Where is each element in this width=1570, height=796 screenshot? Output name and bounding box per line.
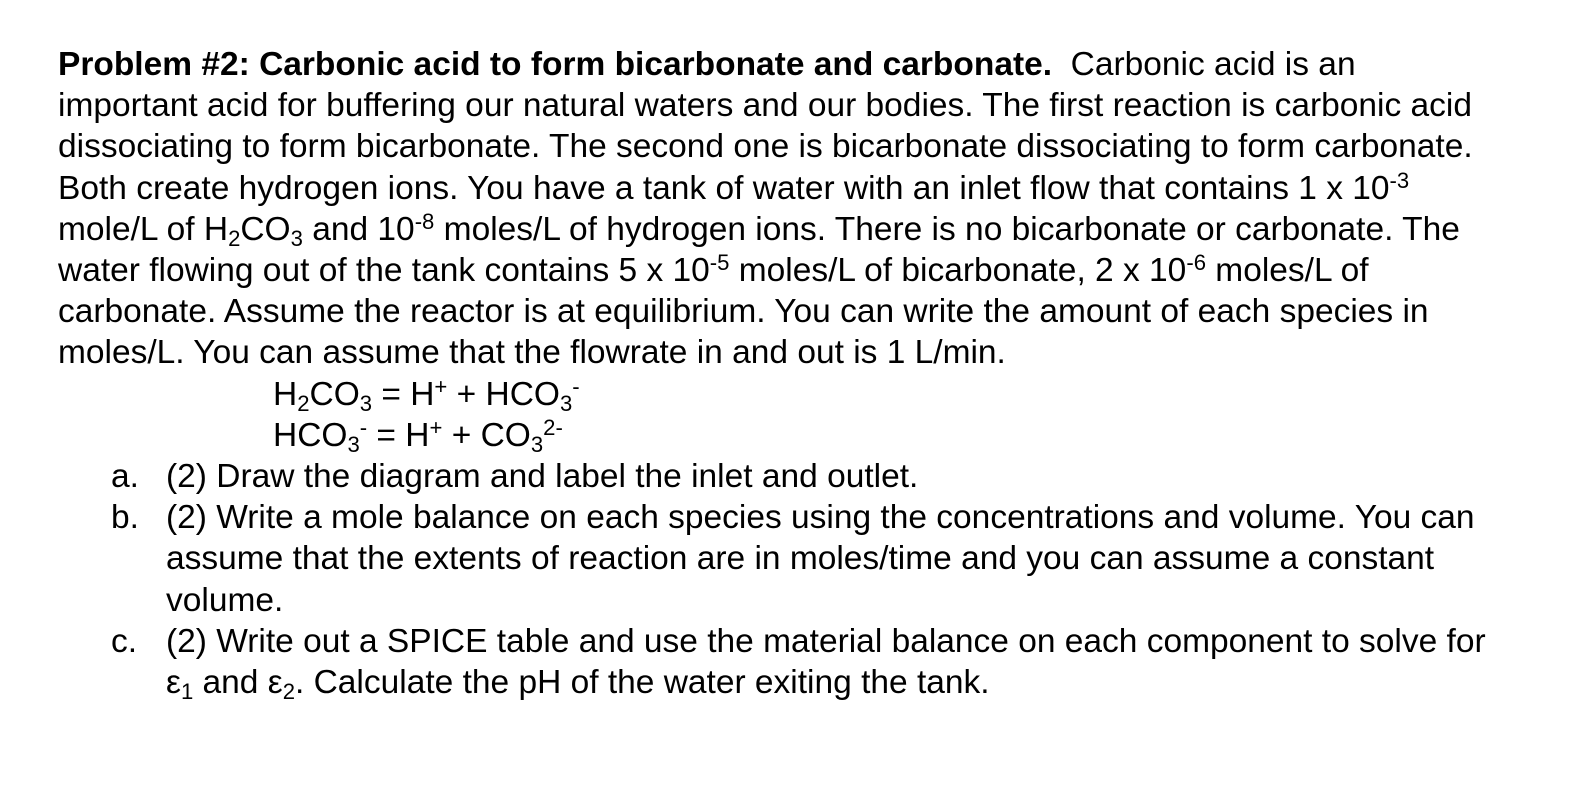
- question-list: [58, 456, 1498, 703]
- eq1-plus-hco: + HCO: [447, 375, 560, 413]
- reaction-equations: [273, 374, 1498, 456]
- eq2-plus-co: + CO: [442, 416, 531, 454]
- eq1-rhs-minus: -: [572, 373, 580, 399]
- question-text: (2) Write out a SPICE table and use the material balance on each component to solve for: [166, 622, 1486, 660]
- exponent-neg5: -5: [709, 249, 730, 275]
- epsilon-2-subscript: 2: [282, 679, 295, 705]
- and-text: and: [193, 664, 268, 702]
- eq2-minus: -: [359, 414, 368, 440]
- subscript-3: 3: [290, 226, 303, 251]
- epsilon-1: ε: [166, 664, 181, 702]
- equation-1: [273, 374, 1498, 415]
- intro-text-2: mole/L of H: [58, 210, 229, 248]
- eq1-co: CO: [309, 375, 360, 413]
- question-b: [58, 497, 1498, 621]
- eq1-rhs-sub3: 3: [559, 390, 573, 416]
- question-text: (2) Write a mole balance on each species using the concentrations and volume. You can assume that the extents of reaction are in moles/time and you can assume a constant volume.: [166, 499, 1475, 619]
- problem-document: [58, 44, 1498, 703]
- eq2-equals-h: = H: [367, 416, 430, 454]
- problem-paragraph: [58, 44, 1498, 374]
- epsilon-2: ε: [267, 664, 283, 702]
- exponent-neg6: -6: [1186, 249, 1206, 275]
- exponent-neg3: -3: [1389, 167, 1410, 193]
- intro-text-3: and 10: [302, 210, 415, 248]
- eq1-sub2: 2: [297, 390, 310, 416]
- eq2-two-minus: 2-: [543, 414, 563, 440]
- eq1-sub3: 3: [359, 390, 373, 416]
- intro-text-4: moles/L of hydrogen ions. There is no bicarbonate or carbonate. The water flowing out of the tank contains 5 x 10: [58, 210, 1460, 290]
- epsilon-1-subscript: 1: [180, 679, 194, 705]
- eq2-h-plus: +: [429, 414, 443, 440]
- eq1-h: H: [273, 375, 298, 413]
- intro-text-5: moles/L of bicarbonate, 2 x 10: [729, 252, 1187, 290]
- eq1-h-plus: +: [434, 373, 448, 399]
- question-marker: b.: [111, 499, 139, 537]
- eq2-sub3: 3: [347, 432, 360, 457]
- equation-2: [273, 415, 1498, 456]
- exponent-neg8: -8: [414, 208, 435, 234]
- question-text-end: . Calculate the pH of the water exiting the tank.: [294, 664, 990, 702]
- problem-title: Problem #2: Carbonic acid to form bicarbonate and carbonate.: [58, 46, 1053, 83]
- co-text: CO: [240, 210, 291, 248]
- subscript-2: 2: [228, 226, 241, 251]
- eq1-equals-h: = H: [372, 375, 435, 413]
- eq2-hco: HCO: [273, 416, 348, 454]
- question-a: [58, 456, 1498, 497]
- eq2-rhs-sub3: 3: [530, 432, 544, 457]
- intro-text-6: moles/L of carbonate. Assume the reactor is at equilibrium. You can write the amount of each species in moles/L. You can assume that the flowrate in and out is 1 L/min.: [58, 252, 1429, 372]
- intro-text-1: Carbonic acid is an important acid for buffering our natural waters and our bodies. The first reaction is carbonic acid dissociating to form bicarbonate. The second one is bicarbonate dissociating to form carbonate. Both create hydrogen ions. You have a tank of water with an inlet flow that contains 1 x 10: [58, 46, 1473, 207]
- question-marker: c.: [111, 622, 138, 660]
- question-text: (2) Draw the diagram and label the inlet and outlet.: [166, 458, 919, 495]
- question-c: [58, 621, 1498, 703]
- question-marker: a.: [111, 458, 139, 495]
